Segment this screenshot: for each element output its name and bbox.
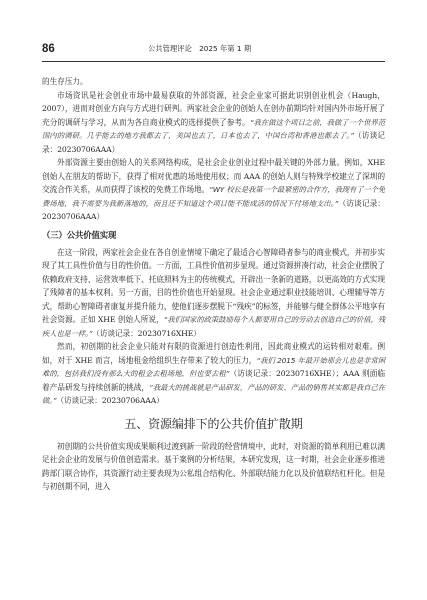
interview-quote: “我在做这个项目之前，我做了一个世界范围内的调研。几乎能去的地方我都去了，美国也去了，日本也去了，中国台湾和香港也都去了。” (42, 117, 386, 140)
paragraph-external-resources: 外部资源主要由创始人的关系网络构成，是社会企业创业过程中最关键的外部力量。例如，XHE 创始人在朋友的帮助下，获得了相对优惠的场地使用权；而 AAA 的创始人则与特殊学校建立了深圳的交流合作关系，从而获得了该校的免费工作场地。“WY 校长是我第一个最紧密的合作方，我现有了一个免费场地，我不需要为我新落地的，而且还不知道这个项目能不能成活的情况下付场地支出。”（访谈记录：20230706AAA） (42, 158, 385, 221)
interview-source: （访谈记录：20230706AAA） (42, 131, 386, 154)
header-rule (42, 61, 385, 62)
interview-quote: “WY 校长是我第一个最紧密的合作方，我现有了一个免费场地，我不需要为我新落地的，而且还不知道这个项目能不能成活的情况下付场地支出。” (42, 185, 385, 208)
interview-quote: “我们国家的政策鼓励每个人都要用自己的劳动去创造自己的价值，残疾人也是一样。” (42, 315, 385, 338)
body-text (42, 75, 385, 494)
journal-title: 公共管理评论 2025 年第 1 期 (148, 44, 252, 53)
interview-source: （访谈记录：20230716XHE） (92, 328, 201, 338)
paragraph-market-info: 市场资讯是社会创业市场中最易获取的外部资源，社会企业家可据此识别创业机会（Haugh，2007），进而对创业方向与方式进行研判。两家社会企业的创始人在创办前期均针对国内外市场开展了充分的调研与学习，从而为各自商业模式的选择提供了参考。“我在做这个项目之前，我做了一个世界范围内的调研。几乎能去的地方我都去了，美国也去了，日本也去了，中国台湾和香港也都去了。”（访谈记录：20230706AAA） (42, 90, 386, 154)
paragraph-value-realization: 在这一阶段，两家社会企业在各自创业情境下确定了最适合心智障碍者参与的商业模式，并初步实现了其工具性价值与目的性价值。一方面，工具性价值初步显现。通过资源拼凑行动，社会企业摆脱了依赖政府支持、运营效率低下、托底照料为主的传统模式，开辟出一条新的道路，以更高效的方式实现了残障者的基本权利。另一方面，目的性价值也开始显现。社会企业通过职业技能培训、心理辅导等方式，帮助心智障碍者康复并提升能力，使他们逐步摆脱下“残疾”的标签，并能够与健全群体公平地享有社会资源。正如 XHE 创始人所说，“我们国家的政策鼓励每个人都要用自己的劳动去创造自己的价值，残疾人也是一样。”（访谈记录：20230716XHE） (42, 247, 385, 338)
interview-quote: “我们 2015 年最开始那会儿也是非常困难的，包括我们没有那么大的租金去租场地，但也要去租” (42, 355, 386, 378)
page-number: 86 (42, 43, 55, 55)
interview-quote: “我最大的挑战就是产品研发，产品的研发、产品的销售其实都是我自己在做。” (42, 382, 385, 405)
paragraph-diffusion-period: 初创期的公共价值实现成果顺利过渡到新一阶段的经营情境中，此时，对资源的简单利用已难以满足社会企业的发展与价值创造需求。基于案例的分析结果，本研究发现，这一时期，社会企业逐步推进跨部门联合协作，其资源行动主要表现为公私组合结构化、外部联结能力化以及价值联结杠杆化。但是与初创期不同，进入 (42, 441, 385, 491)
running-header (42, 43, 385, 57)
section-heading: 五、资源编排下的公共价值扩散期 (124, 416, 303, 431)
paragraph-startup-difficulty: 然而，初创期的社会企业只能对有限的资源进行创造性利用，因此商业模式的运转相对艰难。例如，对于 XHE 而言，场地租金给组织生存带来了较大的压力，“我们 2015 年最开始那会儿也是非常困难的，包括我们没有那么大的租金去租场地，但也要去租”（访谈记录：20230716XHE）；AAA 则面临着产品研发与持续创新的挑战，“我最大的挑战就是产品研发，产品的研发、产品的销售其实都是我自己在做。”（访谈记录：20230706AAA） (42, 342, 386, 405)
interview-source: （访谈记录：20230706AAA） (56, 396, 164, 405)
paragraph-continued: 的生存压力。 (42, 77, 88, 86)
interview-source: （访谈记录：20230706AAA） (42, 198, 385, 221)
subsection-heading: （三）公共价值实现 (42, 229, 117, 240)
